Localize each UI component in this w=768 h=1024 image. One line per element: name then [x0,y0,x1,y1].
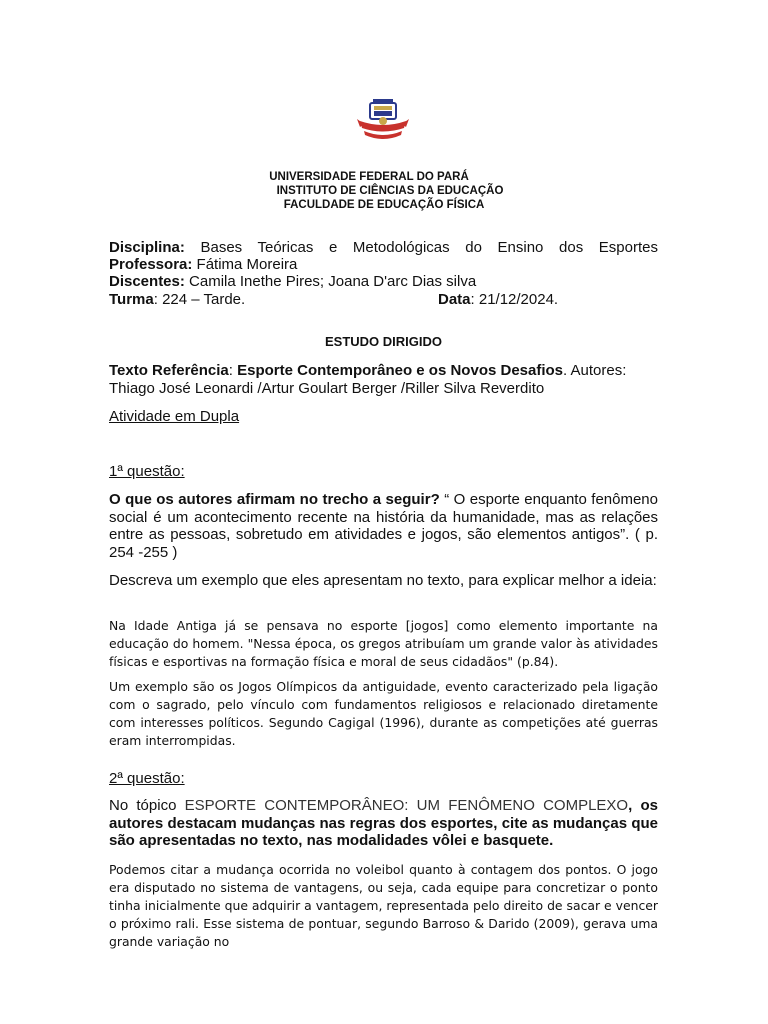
question1-answer-2: Um exemplo são os Jogos Olímpicos da antiguidade, evento caracterizado pela ligação com o sagrado, pelo vínculo com fundamentos religiosos e relacionado diretamente com interesses políticos. Segundo Cagigal (1996), durante as competições até guerras eram interrompidas. [109,679,658,748]
disciplina-label: Disciplina: [109,239,185,256]
disciplina-line [109,239,658,256]
discentes-label: Discentes: [109,273,185,290]
date-label: Data [438,291,471,308]
question2-answer: Podemos citar a mudança ocorrida no voleibol quanto à contagem dos pontos. O jogo era disputado no sistema de vantagens, ou seja, cada equipe para concretizar o ponto tinha inicialmente que adquirir a vantagem, representada pelo direito de sacar e vencer o próximo rali. Esse sistema de pontuar, segundo Barroso & Darido (2009), gerava uma grande variação no [109,862,658,949]
question1-heading: 1ª questão: [109,463,185,480]
question2-text [109,797,658,850]
professora-value: Fátima Moreira [192,256,298,273]
question1-answer-1: Na Idade Antiga já se pensava no esporte [jogos] como elemento importante na educação do homem. "Nessa época, os gregos atribuíam um grande valor às atividades físicas e esportivas na formação física e moral de seus cidadãos" (p.84). [109,618,658,669]
question1-quote: “ O esporte enquanto fenômeno social é um acontecimento recente na história da humanidade, mas as relações entre as pessoas, sobretudo em atividades e jogos, são elementos antigos”. ( p. 254 -255 ) [109,491,658,561]
faculty-name: FACULDADE DE EDUCAÇÃO FÍSICA [283,199,485,211]
university-name: UNIVERSIDADE FEDERAL DO PARÁ [269,171,469,183]
question1-bold: O que os autores afirmam no trecho a seguir? [109,491,440,508]
date-value: : 21/12/2024. [470,291,559,308]
professora-label: Professora: [109,256,193,273]
discentes-line [109,273,658,290]
reference-title: Esporte Contemporâneo e os Novos Desafios [237,362,564,379]
question2-topic: ESPORTE CONTEMPORÂNEO: UM FENÔMENO COMPLEXO [184,797,629,814]
disciplina-value: Bases Teóricas e Metodológicas do Ensino dos Esportes [184,239,658,256]
turma-label: Turma [109,291,154,308]
university-crest-logo [354,97,412,145]
professora-line [109,256,658,273]
reference-authors: . Autores: Thiago José Leonardi /Artur Goulart Berger /Riller Silva Reverdito [109,362,627,397]
question1-prompt: Descreva um exemplo que eles apresentam no texto, para explicar melhor a ideia: [109,572,657,589]
question2-bold: , os autores destacam mudanças nas regras dos esportes, cite as mudanças que são apresentadas no texto, nas modalidades vôlei e basquete. [109,797,658,849]
question2-heading: 2ª questão: [109,770,185,787]
reference-label: Texto Referência [109,362,229,379]
reference-text [109,362,658,398]
activity-type: Atividade em Dupla [109,408,240,425]
institute-name: INSTITUTO DE CIÊNCIAS DA EDUCAÇÃO [276,185,504,197]
question1-text [109,491,658,561]
turma-value: : 224 – Tarde. [153,291,246,308]
date-line [438,291,658,308]
discentes-value: Camila Inethe Pires; Joana D'arc Dias silva [184,273,477,290]
document-title: ESTUDO DIRIGIDO [324,334,442,349]
reference-separator: : [228,362,238,379]
question2-prefix: No tópico [109,797,185,814]
